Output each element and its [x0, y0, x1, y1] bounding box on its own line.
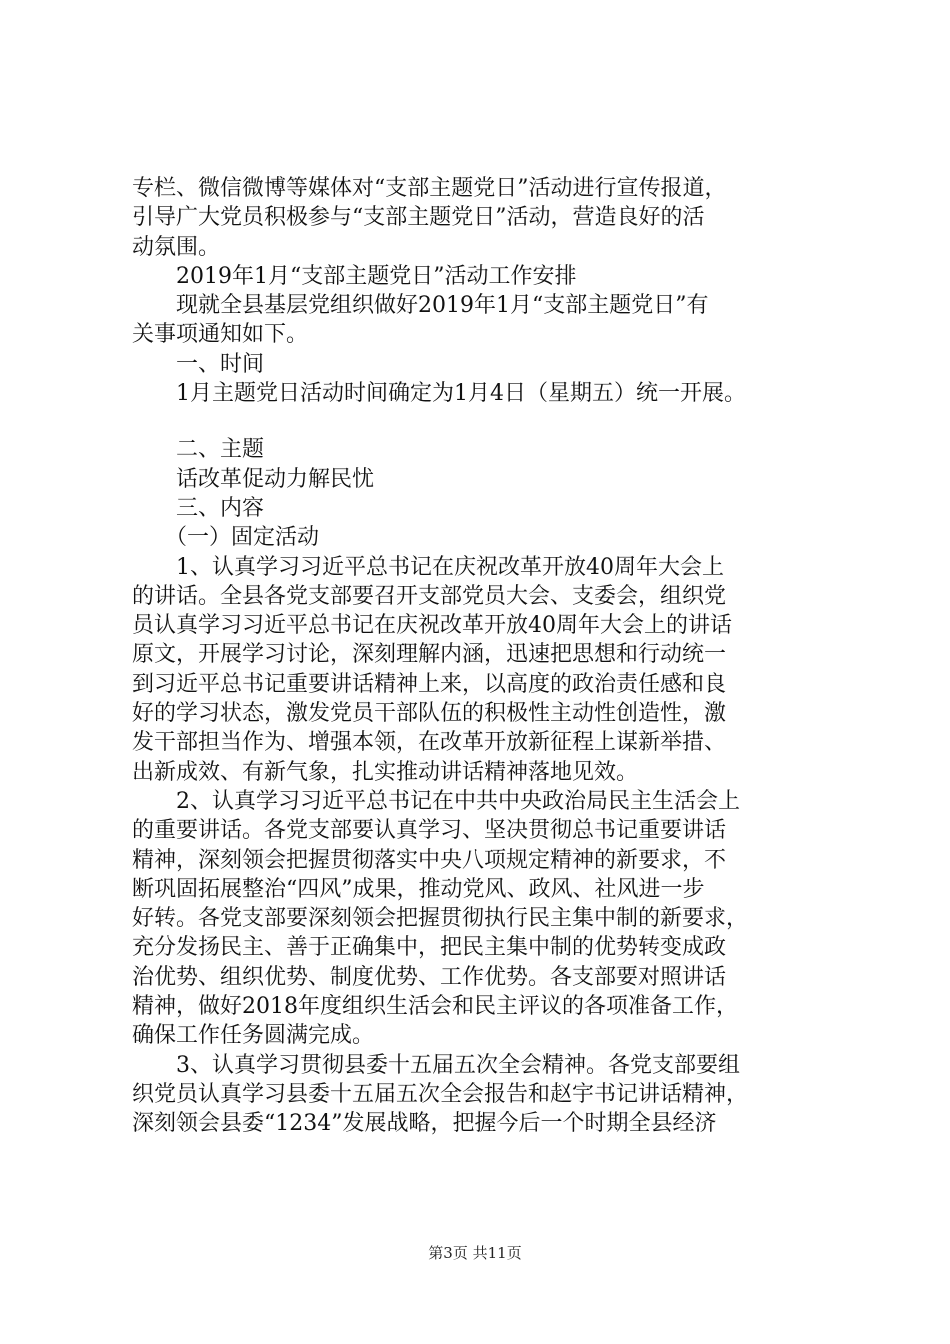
text-line: 现就全县基层党组织做好2019年1月“支部主题党日”有: [132, 293, 709, 319]
text-line: 1、认真学习习近平总书记在庆祝改革开放40周年大会上: [132, 554, 724, 580]
text-line: 确保工作任务圆满完成。: [132, 1023, 375, 1049]
text-line: 精神，深刻领会把握贯彻落实中央八项规定精神的新要求，不: [132, 847, 727, 873]
text-line: 一、时间: [132, 351, 265, 377]
text-line: 治优势、组织优势、制度优势、工作优势。各支部要对照讲话: [132, 964, 727, 990]
blank-line: [132, 408, 832, 435]
text-line: 到习近平总书记重要讲话精神上来，以高度的政治责任感和良: [132, 671, 727, 697]
text-line: 断巩固拓展整治“四风”成果，推动党风、政风、社风进一步: [132, 876, 705, 902]
text-line: 织党员认真学习县委十五届五次全会报告和赵宇书记讲话精神，: [132, 1081, 749, 1107]
text-line: 出新成效、有新气象，扎实推动讲话精神落地见效。: [132, 759, 639, 785]
text-line: 好转。各党支部要深刻领会把握贯彻执行民主集中制的新要求，: [132, 906, 749, 932]
text-line: 精神，做好2018年度组织生活会和民主评议的各项准备工作，: [132, 994, 738, 1020]
text-line: 的重要讲话。各党支部要认真学习、坚决贯彻总书记重要讲话: [132, 818, 727, 844]
document-body: [132, 174, 832, 1139]
text-line: 动氛围。: [132, 234, 221, 260]
text-line: 引导广大党员积极参与“支部主题党日”活动，营造良好的活: [132, 205, 705, 231]
text-line: 1月主题党日活动时间确定为1月4日（星期五）统一开展。: [132, 381, 746, 407]
page-footer: 第3页 共11页: [428, 1244, 522, 1262]
text-line: 充分发扬民主、善于正确集中，把民主集中制的优势转变成政: [132, 935, 727, 961]
text-line: 深刻领会县委“1234”发展战略，把握今后一个时期全县经济: [132, 1111, 717, 1137]
text-line: 原文，开展学习讨论，深刻理解内涵，迅速把思想和行动统一: [132, 642, 727, 668]
text-line: 的讲话。全县各党支部要召开支部党员大会、支委会，组织党: [132, 583, 727, 609]
text-line: 2019年1月“支部主题党日”活动工作安排: [132, 263, 577, 289]
text-line: 员认真学习习近平总书记在庆祝改革开放40周年大会上的讲话: [132, 613, 732, 639]
text-line: 2、认真学习习近平总书记在中共中央政治局民主生活会上: [132, 788, 740, 814]
text-line: （一）固定活动: [132, 525, 320, 551]
text-line: 专栏、微信微博等媒体对“支部主题党日”活动进行宣传报道，: [132, 176, 727, 201]
text-line: 好的学习状态，激发党员干部队伍的积极性主动性创造性，激: [132, 701, 727, 727]
text-line: 关事项通知如下。: [132, 322, 309, 348]
text-line: 二、主题: [132, 437, 265, 463]
text-line: 发干部担当作为、增强本领，在改革开放新征程上谋新举措、: [132, 730, 727, 756]
text-line: 3、认真学习贯彻县委十五届五次全会精神。各党支部要组: [132, 1052, 740, 1078]
text-line: 话改革促动力解民忧: [132, 466, 375, 492]
text-line: 三、内容: [132, 495, 265, 521]
